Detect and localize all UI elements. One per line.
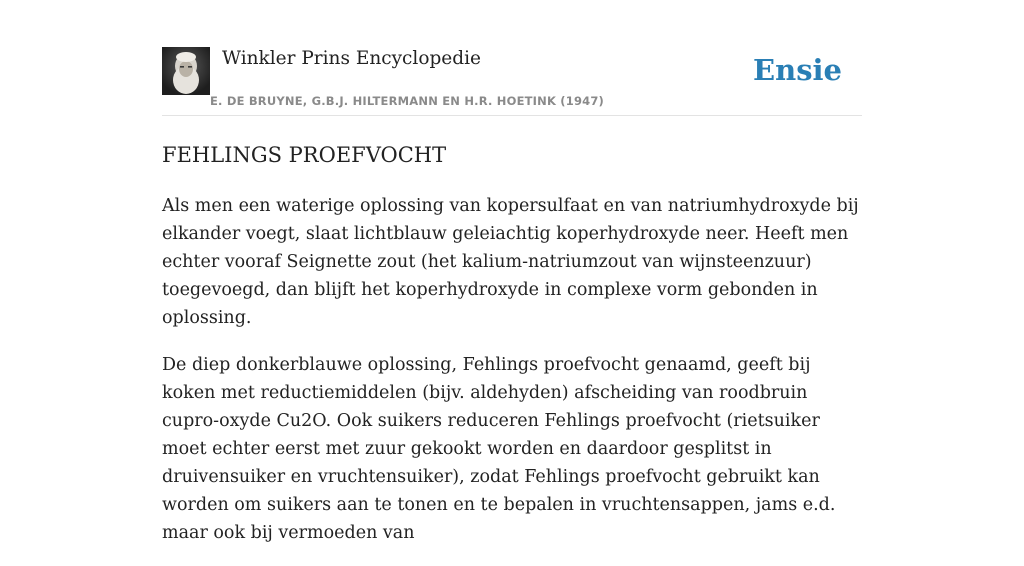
article-title: FEHLINGS PROEFVOCHT (162, 143, 447, 167)
article-paragraph: De diep donkerblauwe oplossing, Fehlings proefvocht genaamd, geeft bij koken met reductiemiddelen (bijv. aldehyden) afscheiding van roodbruin cupro-oxyde Cu2O. Ook suikers reduceren Fehlings proefvocht (rietsuiker moet echter eerst met zuur gekookt worden en daardoor gesplitst in druivensuiker en vruchtensuiker), zodat Fehlings proefvocht gebruikt kan worden om suikers aan te tonen en te bepalen in vruchtensappen, jams e.d. maar ook bij vermoeden van (162, 355, 836, 543)
portrait-icon (162, 47, 210, 95)
site-header (162, 0, 862, 116)
authors-credit: E. DE BRUYNE, G.B.J. HILTERMANN EN H.R. HOETINK (1947) (210, 94, 605, 108)
page (162, 0, 862, 543)
author-avatar[interactable] (162, 47, 210, 95)
article-paragraph: Als men een waterige oplossing van kopersulfaat en van natriumhydroxyde bij elkander voegt, slaat lichtblauw geleiachtig koperhydroxyde neer. Heeft men echter vooraf Seignette zout (het kalium-natriumzout van wijnsteenzuur) toegevoegd, dan blijft het koperhydroxyde in complexe vorm gebonden in oplossing. (162, 196, 859, 328)
ensie-logo[interactable]: Ensie (753, 53, 842, 87)
article-body (162, 192, 862, 566)
site-title[interactable]: Winkler Prins Encyclopedie (222, 48, 481, 69)
